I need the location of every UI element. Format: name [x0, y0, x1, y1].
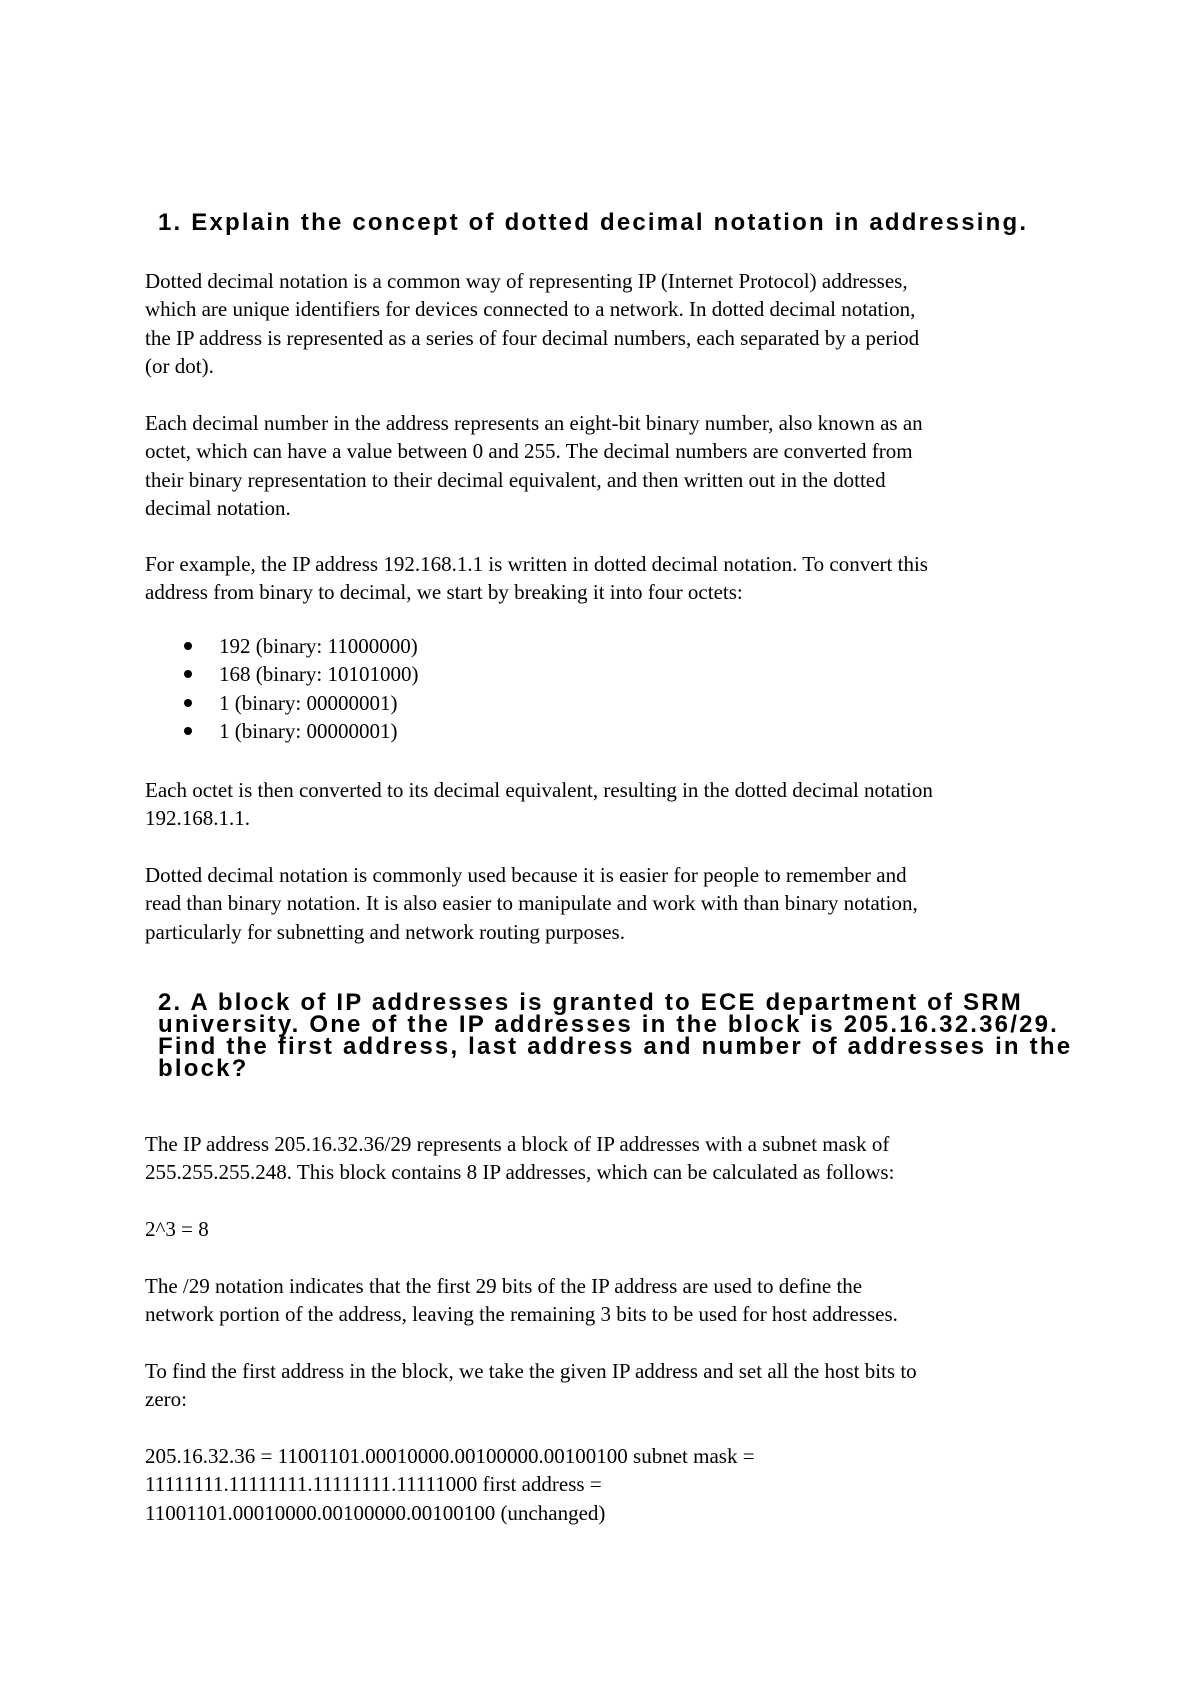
text-line: 11111111.11111111.11111111.11111000 first address =	[145, 1472, 602, 1497]
text-line: zero:	[145, 1387, 187, 1412]
text-line: Dotted decimal notation is commonly used because it is easier for people to remember and	[145, 863, 907, 887]
text-line: 192.168.1.1.	[145, 806, 250, 831]
list-item	[145, 632, 418, 660]
list-item-text: 1 (binary: 00000001)	[219, 718, 398, 743]
text-line: Dotted decimal notation is a common way of representing IP (Internet Protocol) addresses,	[145, 269, 908, 293]
text-line: The IP address 205.16.32.36/29 represents a block of IP addresses with a subnet mask of	[145, 1132, 890, 1156]
text-line: their binary representation to their decimal equivalent, and then written out in the dotted	[145, 467, 886, 492]
question-1-heading: 1. Explain the concept of dotted decimal notation in addressing.	[158, 209, 1029, 236]
bullet-icon	[184, 670, 192, 678]
text-line: 2^3 = 8	[145, 1217, 209, 1241]
text-line: Each decimal number in the address represents an eight-bit binary number, also known as an	[145, 411, 923, 435]
text-line: octet, which can have a value between 0 and 255. The decimal numbers are converted from	[145, 439, 913, 464]
list-item	[145, 660, 418, 688]
heading-line: 2. A block of IP addresses is granted to ECE department of SRM	[158, 989, 1024, 1016]
q1-paragraph-4	[145, 776, 1095, 833]
text-line: particularly for subnetting and network routing purposes.	[145, 919, 625, 944]
q1-paragraph-1	[145, 267, 1095, 380]
text-line: which are unique identifiers for devices connected to a network. In dotted decimal notation,	[145, 297, 916, 322]
text-line: For example, the IP address 192.168.1.1 is written in dotted decimal notation. To convert this	[145, 552, 928, 576]
list-item-text: 1 (binary: 00000001)	[219, 690, 398, 715]
text-line: Each octet is then converted to its decimal equivalent, resulting in the dotted decimal notation	[145, 778, 933, 802]
heading-line: block?	[158, 1055, 249, 1082]
text-line: the IP address is represented as a series of four decimal numbers, each separated by a period	[145, 325, 920, 350]
list-item-text: 192 (binary: 11000000)	[219, 634, 418, 658]
q2-paragraph-4	[145, 1357, 1095, 1414]
q2-paragraph-5	[145, 1442, 1095, 1527]
bullet-icon	[184, 642, 192, 650]
text-line: The /29 notation indicates that the first 29 bits of the IP address are used to define the	[145, 1274, 863, 1298]
text-line: read than binary notation. It is also easier to manipulate and work with than binary notation,	[145, 891, 918, 916]
text-line: 205.16.32.36 = 11001101.00010000.00100000.00100100 subnet mask =	[145, 1444, 755, 1468]
text-line: network portion of the address, leaving the remaining 3 bits to be used for host addresses.	[145, 1302, 898, 1327]
text-line: decimal notation.	[145, 495, 291, 520]
q1-paragraph-2	[145, 409, 1095, 522]
heading-line: university. One of the IP addresses in the block is 205.16.32.36/29.	[158, 1011, 1060, 1038]
bullet-icon	[184, 727, 192, 735]
heading-line: Find the first address, last address and number of addresses in the	[158, 1033, 1073, 1060]
text-line: To find the first address in the block, we take the given IP address and set all the host bits to	[145, 1359, 917, 1383]
bullet-icon	[184, 699, 192, 707]
q2-paragraph-2	[145, 1215, 1095, 1243]
q1-paragraph-5	[145, 861, 1095, 946]
q2-paragraph-3	[145, 1272, 1095, 1329]
text-line: address from binary to decimal, we start by breaking it into four octets:	[145, 580, 743, 605]
list-item-text: 168 (binary: 10101000)	[219, 662, 419, 687]
list-item	[145, 717, 418, 745]
text-line: 11001101.00010000.00100000.00100100 (unchanged)	[145, 1500, 606, 1525]
list-item	[145, 689, 418, 717]
text-line: (or dot).	[145, 353, 214, 378]
question-2-heading	[158, 989, 1098, 1082]
q2-paragraph-1	[145, 1130, 1095, 1187]
q1-paragraph-3	[145, 550, 1095, 607]
text-line: 255.255.255.248. This block contains 8 IP addresses, which can be calculated as follows:	[145, 1160, 895, 1185]
octet-list	[145, 632, 418, 745]
